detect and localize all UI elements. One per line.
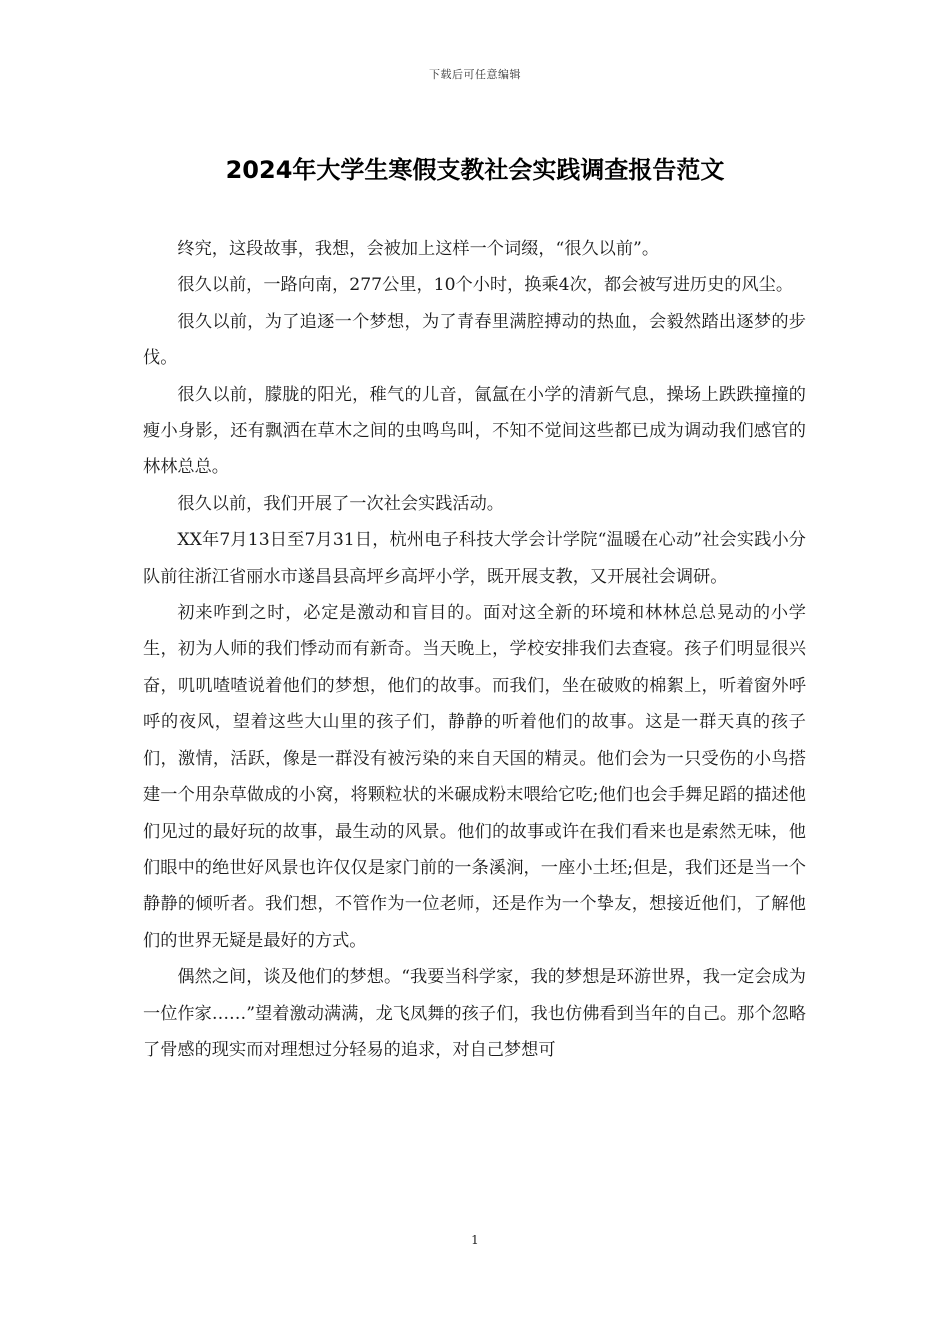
paragraph: 很久以前，为了追逐一个梦想，为了青春里满腔搏动的热血，会毅然踏出逐梦的步伐。	[143, 311, 806, 369]
paragraph: 很久以前，我们开展了一次社会实践活动。	[177, 493, 504, 514]
paragraph: XX年7月13日至7月31日，杭州电子科技大学会计学院“温暖在心动”社会实践小分队前往浙江省丽水市遂昌县高坪乡高坪小学，既开展支教，又开展社会调研。	[143, 530, 806, 587]
document-body	[143, 231, 806, 1068]
paragraph: 终究，这段故事，我想，会被加上这样一个词缀，“很久以前”。	[177, 239, 660, 259]
page-number: 1	[471, 1233, 479, 1247]
paragraph: 很久以前，朦胧的阳光，稚气的儿音，氤氲在小学的清新气息，操场上跌跌撞撞的瘦小身影，还有飘洒在草木之间的虫鸣鸟叫，不知不觉间这些都已成为调动我们感官的林林总总。	[143, 384, 806, 478]
document-title: 2024年大学生寒假支教社会实践调查报告范文	[225, 156, 725, 184]
paragraph: 很久以前，一路向南，277公里，10个小时，换乘4次，都会被写进历史的风尘。	[177, 275, 794, 296]
paragraph: 初来咋到之时，必定是激动和盲目的。面对这全新的环境和林林总总晃动的小学生，初为人师的我们悸动而有新奇。当天晚上，学校安排我们去查寝。孩子们明显很兴奋，叽叽喳喳说着他们的梦想，他们的故事。而我们，坐在破败的棉絮上，听着窗外呼呼的夜风，望着这些大山里的孩子们，静静的听着他们的故事。这是一群天真的孩子们，激情，活跃，像是一群没有被污染的来自天国的精灵。他们会为一只受伤的小鸟搭建一个用杂草做成的小窝，将颗粒状的米碾成粉末喂给它吃;他们也会手舞足蹈的描述他们见过的最好玩的故事，最生动的风景。他们的故事或许在我们看来也是索然无味，他们眼中的绝世好风景也许仅仅是家门前的一条溪涧，一座小土坯;但是，我们还是当一个静静的倾听者。我们想，不管作为一位老师，还是作为一个挚友，想接近他们，了解他们的世界无疑是最好的方式。	[143, 603, 806, 951]
paragraph: 偶然之间，谈及他们的梦想。“我要当科学家，我的梦想是环游世界，我一定会成为一位作家……”望着激动满满，龙飞凤舞的孩子们，我也仿佛看到当年的自己。那个忽略了骨感的现实而对理想过分轻易的追求，对自己梦想可	[143, 967, 806, 1060]
header-note: 下载后可任意编辑	[429, 68, 521, 81]
